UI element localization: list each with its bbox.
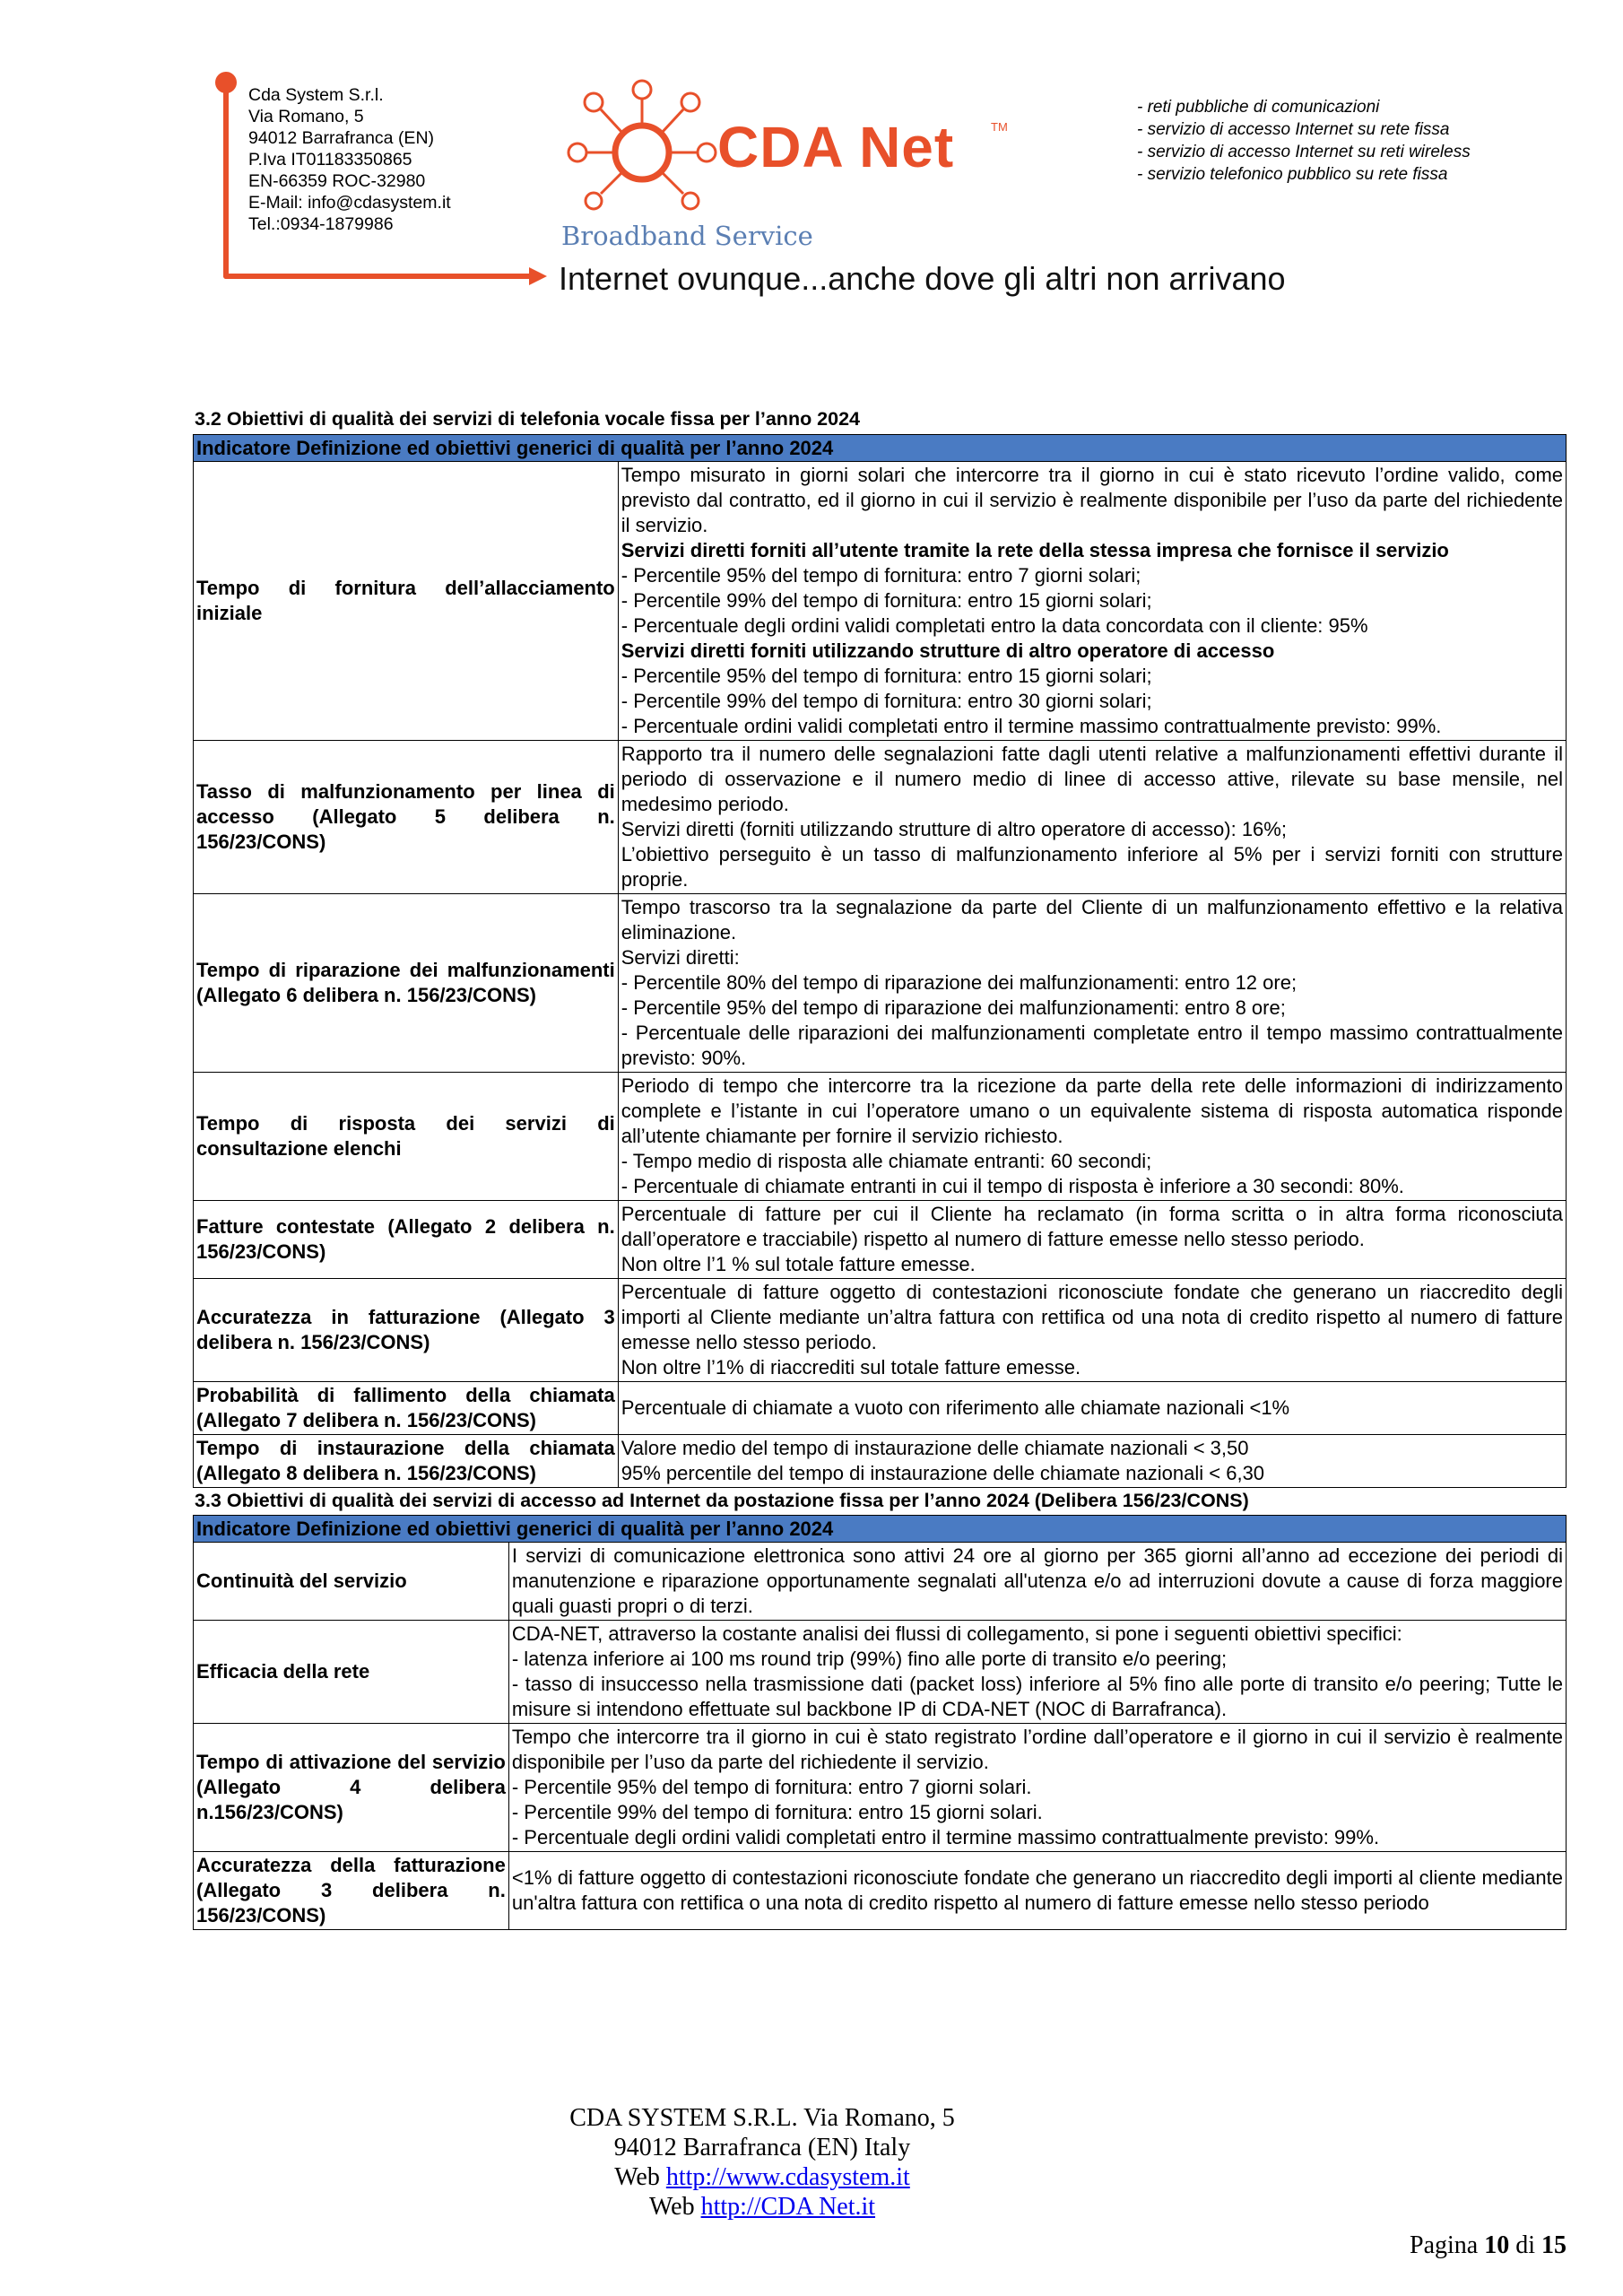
indicator-definition bbox=[508, 1724, 1566, 1852]
indicator-definition bbox=[618, 462, 1566, 741]
indicator-definition bbox=[618, 1435, 1566, 1488]
arrow-right-icon bbox=[529, 267, 547, 285]
table-row bbox=[194, 1073, 1567, 1201]
definition-line: Tempo trascorso tra la segnalazione da parte del Cliente di un malfunzionamento effettivo e la relativa eliminazione. bbox=[621, 896, 1563, 944]
definition-line: L’obiettivo perseguito è un tasso di malfunzionamento inferiore al 5% per i servizi forniti con strutture proprie. bbox=[621, 843, 1563, 891]
indicator-definition bbox=[508, 1543, 1566, 1621]
company-line: P.Iva IT01183350865 bbox=[248, 150, 412, 170]
indicator-label: Tempo di fornitura dell’allacciamento iniziale bbox=[194, 462, 619, 741]
indicator-label: Fatture contestate (Allegato 2 delibera n. 156/23/CONS) bbox=[194, 1201, 619, 1279]
definition-line: Percentuale di chiamate a vuoto con riferimento alle chiamate nazionali <1% bbox=[621, 1396, 1290, 1419]
company-line: Via Romano, 5 bbox=[248, 107, 364, 126]
definition-line: Servizi diretti forniti all’utente tramite la rete della stessa impresa che fornisce il servizio bbox=[621, 539, 1449, 561]
definition-line: Servizi diretti: bbox=[621, 946, 740, 969]
definition-line: Percentuale di fatture per cui il Cliente ha reclamato (in forma scritta o in altra forma riconosciuta dall’operatore e tracciabile) rispetto al numero di fatture emesse nello stesso periodo. bbox=[621, 1203, 1563, 1250]
definition-line: - Percentile 99% del tempo di fornitura: entro 15 giorni solari; bbox=[621, 589, 1152, 612]
definition-line: I servizi di comunicazione elettronica sono attivi 24 ore al giorno per 365 giorni all’anno ad eccezione dei periodi di manutenzione e riparazione opportunamente segnalati all'utenza e/o ad interruzioni dovute a cause di forza maggiore quali guasti propri o di terzi. bbox=[511, 1544, 1563, 1617]
header-accent-line-horizontal bbox=[223, 274, 533, 279]
definition-line: Tempo che intercorre tra il giorno in cui è stato registrato l’ordine dall’operatore e il giorno in cui il servizio è realmente disponibile per l’uso da parte del richiedente il servizio. bbox=[511, 1726, 1563, 1773]
indicator-label: Efficacia della rete bbox=[194, 1621, 509, 1724]
section-title-3-2: 3.2 Obiettivi di qualità dei servizi di telefonia vocale fissa per l’anno 2024 bbox=[195, 408, 861, 430]
company-line: Tel.:0934-1879986 bbox=[248, 214, 394, 234]
indicator-definition bbox=[618, 1073, 1566, 1201]
table-header-row bbox=[194, 1516, 1567, 1543]
table-row bbox=[194, 1621, 1567, 1724]
footer-link-cdasystem[interactable]: http://www.cdasystem.it bbox=[665, 2163, 910, 2191]
table-row bbox=[194, 741, 1567, 894]
service-item: - servizio di accesso Internet su rete fissa bbox=[1137, 120, 1450, 139]
service-item: - servizio di accesso Internet su reti wireless bbox=[1137, 143, 1471, 161]
indicator-label: Tempo di instaurazione della chiamata (Allegato 8 delibera n. 156/23/CONS) bbox=[194, 1435, 619, 1488]
table-row bbox=[194, 1852, 1567, 1930]
footer-web-line bbox=[0, 2192, 1524, 2222]
definition-line: - Percentile 95% del tempo di riparazione dei malfunzionamenti: entro 8 ore; bbox=[621, 996, 1286, 1019]
indicator-label: Accuratezza della fatturazione (Allegato 3 delibera n. 156/23/CONS) bbox=[194, 1852, 509, 1930]
footer-web-label: Web bbox=[614, 2163, 666, 2191]
table-row bbox=[194, 1279, 1567, 1382]
indicator-definition bbox=[508, 1621, 1566, 1724]
brand-slogan: Internet ovunque...anche dove gli altri non arrivano bbox=[559, 260, 1286, 297]
definition-line: - Percentile 99% del tempo di fornitura: entro 15 giorni solari. bbox=[511, 1801, 1043, 1823]
page-separator: di bbox=[1509, 2231, 1541, 2259]
header-accent-line-vertical bbox=[223, 77, 229, 279]
table-row bbox=[194, 894, 1567, 1073]
table-row bbox=[194, 1201, 1567, 1279]
company-line: 94012 Barrafranca (EN) bbox=[248, 128, 435, 148]
indicator-definition bbox=[618, 1382, 1566, 1435]
indicator-definition bbox=[618, 741, 1566, 894]
footer-web-line bbox=[0, 2162, 1524, 2192]
company-line: Cda System S.r.l. bbox=[248, 85, 384, 105]
definition-line: 95% percentile del tempo di instaurazione delle chiamate nazionali < 6,30 bbox=[621, 1462, 1265, 1484]
brand-name: CDA Net bbox=[717, 115, 955, 179]
indicator-label: Tempo di attivazione del servizio (Allegato 4 delibera n.156/23/CONS) bbox=[194, 1724, 509, 1852]
page-total: 15 bbox=[1541, 2231, 1567, 2259]
definition-line: - Percentuale ordini validi completati entro il termine massimo contrattualmente previsto: 99%. bbox=[621, 715, 1442, 737]
definition-line: Servizi diretti forniti utilizzando strutture di altro operatore di accesso bbox=[621, 639, 1275, 662]
table-header-row bbox=[194, 435, 1567, 462]
services-list bbox=[1137, 96, 1471, 186]
indicator-label: Probabilità di fallimento della chiamata (Allegato 7 delibera n. 156/23/CONS) bbox=[194, 1382, 619, 1435]
indicator-definition bbox=[618, 1279, 1566, 1382]
table-header-cell: Indicatore Definizione ed obiettivi generici di qualità per l’anno 2024 bbox=[194, 1516, 1567, 1543]
definition-line: Percentuale di fatture oggetto di contestazioni riconosciute fondate che generano un riaccredito degli importi al Cliente mediante un’altra fattura con rettifica od una nota di credito rispetto al numero di fatture emesse nello stesso periodo. bbox=[621, 1281, 1563, 1353]
definition-line: Rapporto tra il numero delle segnalazioni fatte dagli utenti relative a malfunzionamenti effettivi durante il periodo di osservazione e il numero medio di linee di accesso attive, rilevate su base mensile, nel medesimo periodo. bbox=[621, 743, 1563, 815]
definition-line: - latenza inferiore ai 100 ms round trip (99%) fino alle porte di transito e/o peering; bbox=[511, 1648, 1228, 1670]
trademark-mark: TM bbox=[991, 120, 1008, 134]
definition-line: - Percentile 95% del tempo di fornitura: entro 7 giorni solari; bbox=[621, 564, 1141, 587]
footer-link-cdanet[interactable]: http://CDA Net.it bbox=[700, 2193, 876, 2221]
definition-line: - tasso di insuccesso nella trasmissione dati (packet loss) inferiore al 5% fino alle porte di transito e/o peering; Tutte le misure si intendono effettuate sul backbone IP di CDA-NET (NOC di Barrafranca). bbox=[511, 1673, 1563, 1720]
definition-line: - Percentile 95% del tempo di fornitura: entro 15 giorni solari; bbox=[621, 665, 1152, 687]
table-row bbox=[194, 1435, 1567, 1488]
definition-line: - Percentuale di chiamate entranti in cui il tempo di risposta è inferiore a 30 secondi: 80%. bbox=[621, 1175, 1404, 1197]
company-info bbox=[248, 84, 451, 235]
indicator-label: Tasso di malfunzionamento per linea di accesso (Allegato 5 delibera n. 156/23/CONS) bbox=[194, 741, 619, 894]
indicator-definition bbox=[508, 1852, 1566, 1930]
definition-line: Non oltre l’1 % sul totale fatture emesse. bbox=[621, 1253, 976, 1275]
page-prefix: Pagina bbox=[1410, 2231, 1485, 2259]
definition-line: - Tempo medio di risposta alle chiamate entranti: 60 secondi; bbox=[621, 1150, 1152, 1172]
indicator-definition bbox=[618, 894, 1566, 1073]
table-row bbox=[194, 1724, 1567, 1852]
indicator-label: Tempo di risposta dei servizi di consultazione elenchi bbox=[194, 1073, 619, 1201]
page-footer bbox=[0, 2103, 1524, 2222]
definition-line: Periodo di tempo che intercorre tra la ricezione da parte della rete delle informazioni di indirizzamento complete e l’istante in cui l’operatore umano o un equivalente sistema di risposta automatica risponde all’utente chiamante per fornire il servizio richiesto. bbox=[621, 1074, 1563, 1147]
definition-line: Servizi diretti (forniti utilizzando strutture di altro operatore di accesso): 16%; bbox=[621, 818, 1287, 840]
table-row bbox=[194, 1543, 1567, 1621]
definition-line: - Percentile 99% del tempo di fornitura: entro 30 giorni solari; bbox=[621, 690, 1152, 712]
page-number bbox=[1410, 2231, 1567, 2260]
service-item: - servizio telefonico pubblico su rete fissa bbox=[1137, 165, 1448, 184]
section-title-3-3: 3.3 Obiettivi di qualità dei servizi di accesso ad Internet da postazione fissa per l’anno 2024 (Delibera 156/23/CONS) bbox=[195, 1490, 1249, 1511]
footer-city-line: 94012 Barrafranca (EN) Italy bbox=[613, 2134, 911, 2161]
definition-line: - Percentile 80% del tempo di riparazione dei malfunzionamenti: entro 12 ore; bbox=[621, 971, 1298, 994]
brand-tagline: Broadband Service bbox=[561, 221, 813, 251]
indicator-label: Continuità del servizio bbox=[194, 1543, 509, 1621]
page-current: 10 bbox=[1484, 2231, 1510, 2259]
definition-line: - Percentuale delle riparazioni dei malfunzionamenti completate entro il tempo massimo contrattualmente previsto: 90%. bbox=[621, 1022, 1563, 1069]
company-line: EN-66359 ROC-32980 bbox=[248, 171, 426, 191]
definition-line: Valore medio del tempo di instaurazione delle chiamate nazionali < 3,50 bbox=[621, 1437, 1249, 1459]
definition-line: CDA-NET, attraverso la costante analisi dei flussi di collegamento, si pone i seguenti obiettivi specifici: bbox=[511, 1622, 1402, 1645]
quality-table-internet bbox=[193, 1515, 1567, 1930]
table-header-cell: Indicatore Definizione ed obiettivi generici di qualità per l’anno 2024 bbox=[194, 435, 1567, 462]
table-row bbox=[194, 462, 1567, 741]
quality-table-telephony bbox=[193, 434, 1567, 1488]
network-logo-icon bbox=[563, 74, 725, 217]
indicator-label: Accuratezza in fatturazione (Allegato 3 delibera n. 156/23/CONS) bbox=[194, 1279, 619, 1382]
definition-line: Tempo misurato in giorni solari che intercorre tra il giorno in cui è stato ricevuto l’ordine valido, come previsto dal contratto, ed il giorno in cui il servizio è realmente disponibile per l’uso da parte del richiedente il servizio. bbox=[621, 464, 1563, 536]
definition-line: - Percentuale degli ordini validi completati entro la data concordata con il cliente: 95% bbox=[621, 614, 1368, 637]
definition-line: <1% di fatture oggetto di contestazioni riconosciute fondate che generano un riaccredito degli importi al cliente mediante un'altra fattura con rettifica o una nota di credito rispetto al numero di fatture emesse nello stesso periodo bbox=[511, 1866, 1563, 1914]
definition-line: - Percentile 95% del tempo di fornitura: entro 7 giorni solari. bbox=[511, 1776, 1032, 1798]
service-item: - reti pubbliche di comunicazioni bbox=[1137, 98, 1380, 117]
indicator-label: Tempo di riparazione dei malfunzionamenti (Allegato 6 delibera n. 156/23/CONS) bbox=[194, 894, 619, 1073]
company-line: E-Mail: info@cdasystem.it bbox=[248, 193, 451, 213]
footer-web-label: Web bbox=[648, 2193, 701, 2221]
table-row bbox=[194, 1382, 1567, 1435]
definition-line: - Percentuale degli ordini validi completati entro il termine massimo contrattualmente previsto: 99%. bbox=[511, 1826, 1380, 1848]
footer-address-line: CDA SYSTEM S.R.L. Via Romano, 5 bbox=[569, 2104, 955, 2132]
indicator-definition bbox=[618, 1201, 1566, 1279]
definition-line: Non oltre l’1% di riaccrediti sul totale fatture emesse. bbox=[621, 1356, 1081, 1378]
